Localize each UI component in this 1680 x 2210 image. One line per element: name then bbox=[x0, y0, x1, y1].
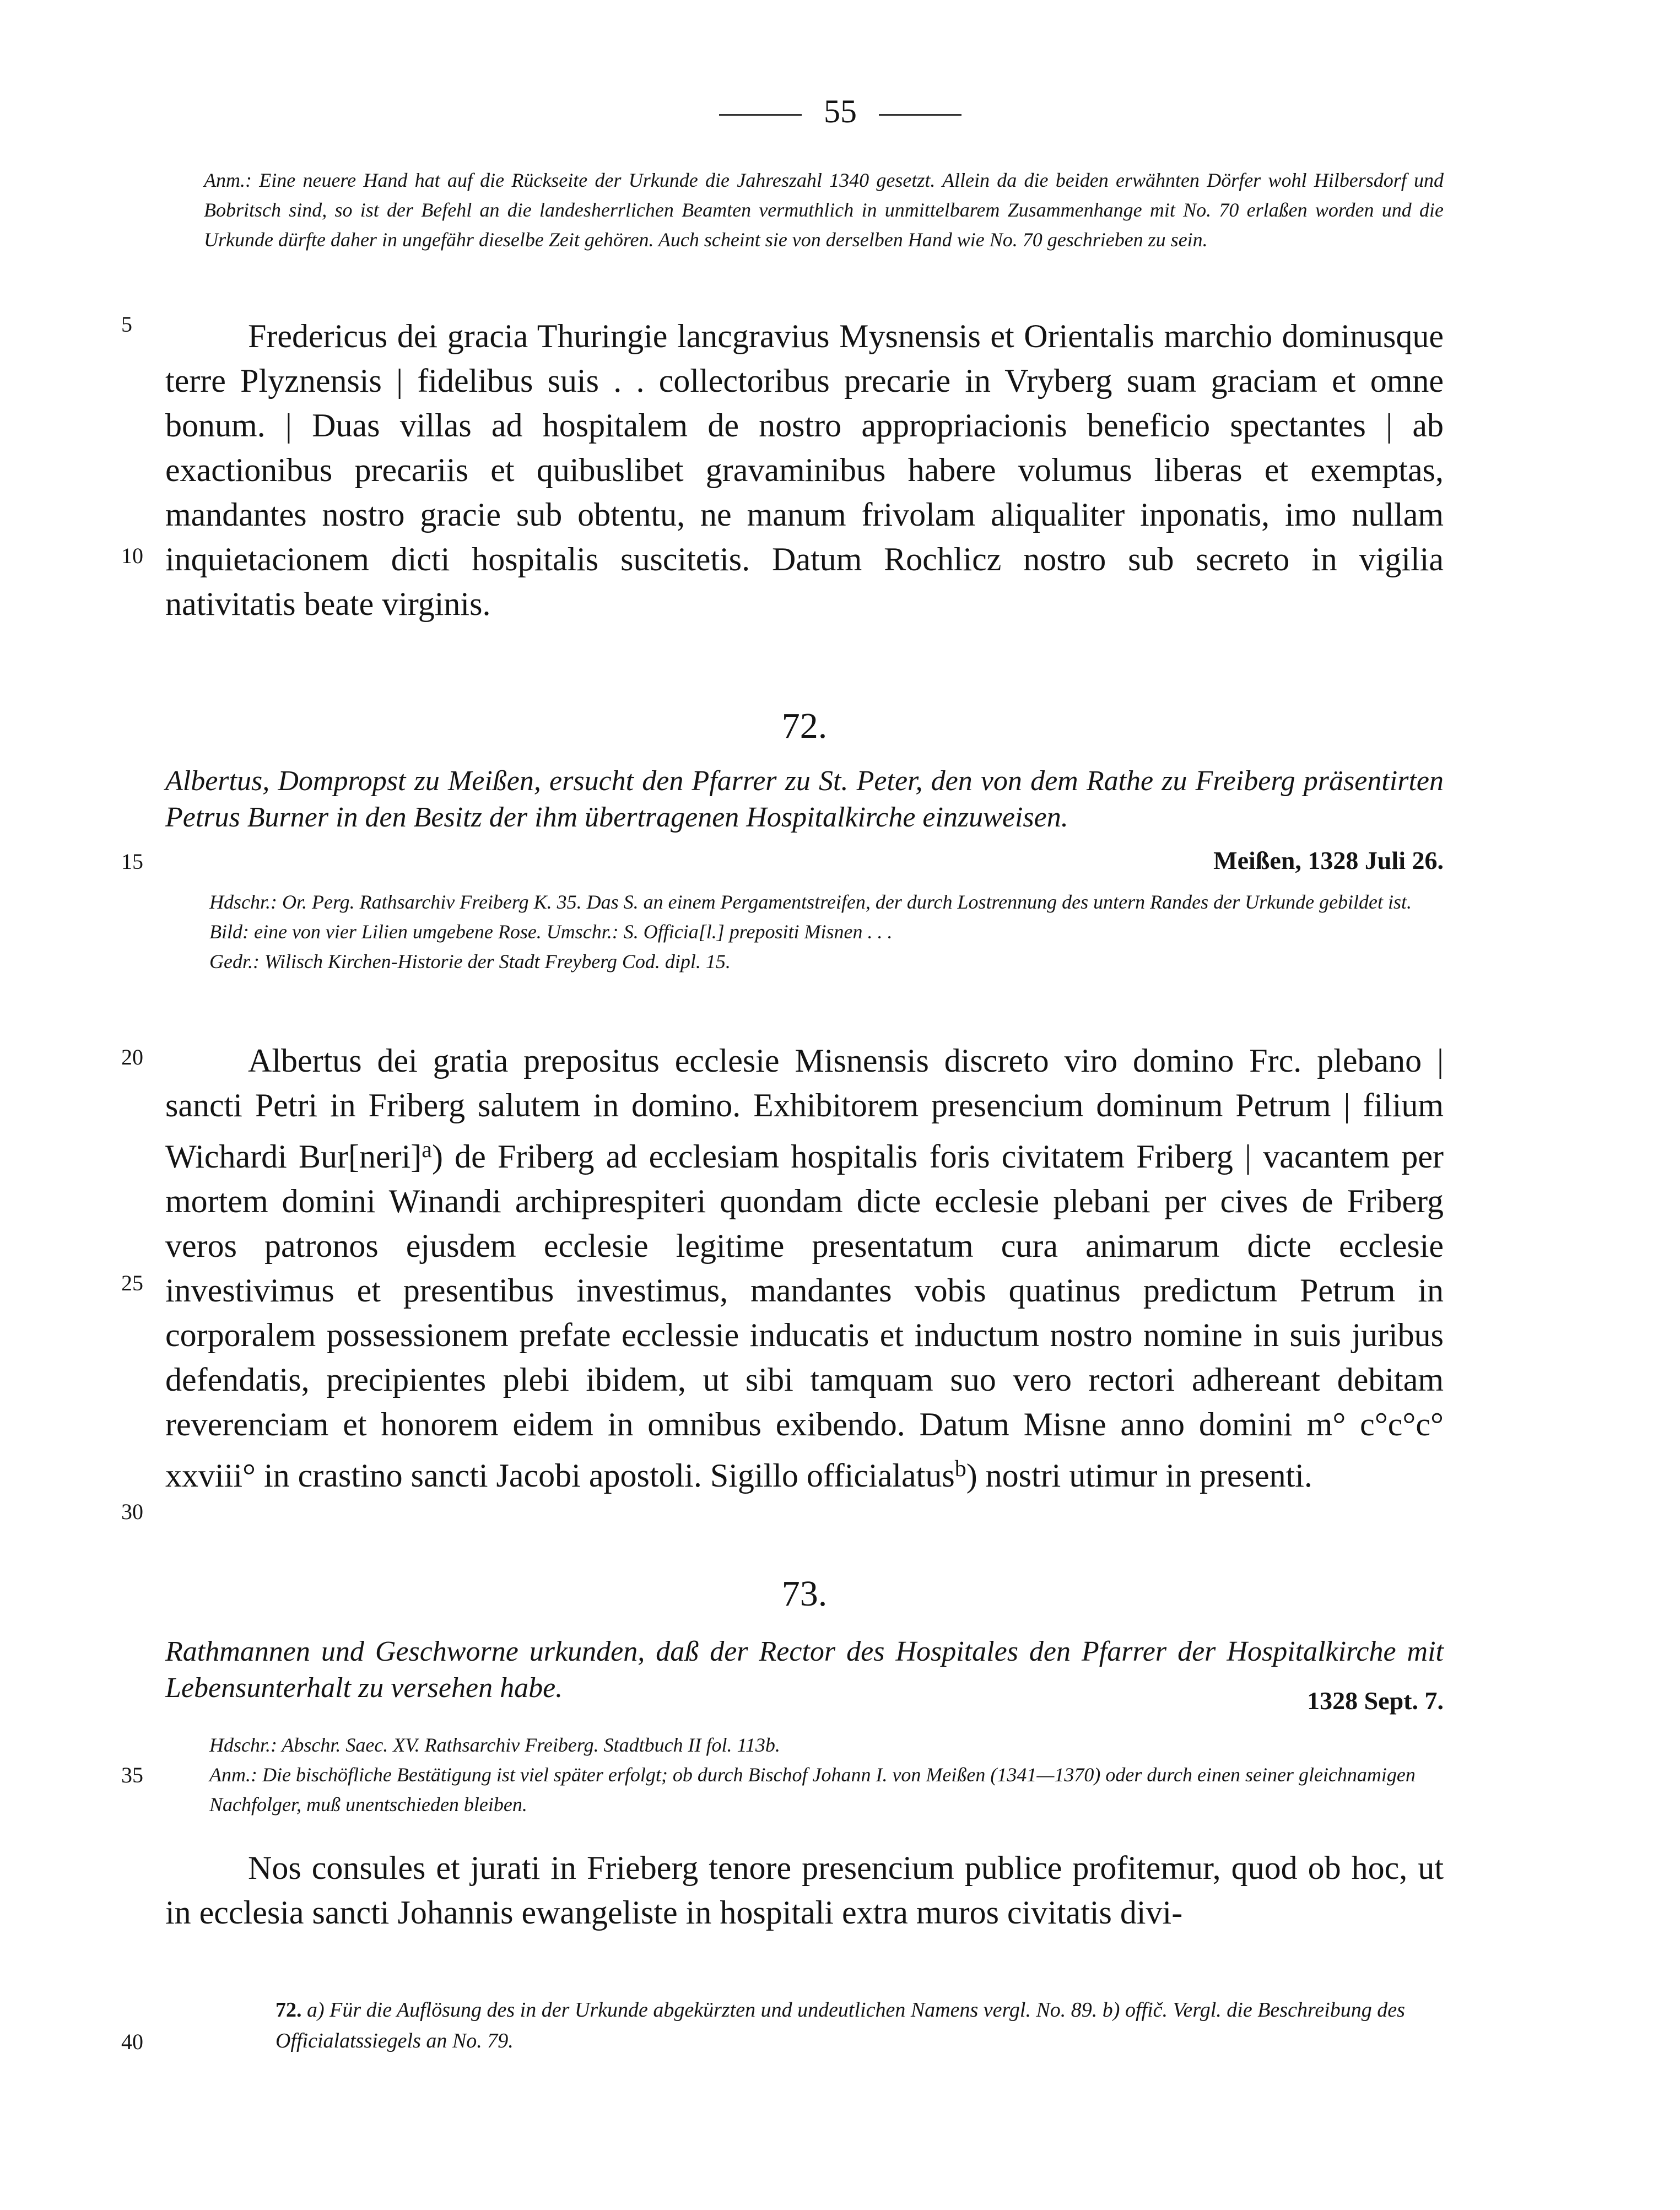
line-number: 30 bbox=[121, 1499, 143, 1524]
document-73-number: 73. bbox=[781, 1574, 828, 1614]
document-72-print-note: Gedr.: Wilisch Kirchen-Historie der Stadt Freyberg Cod. dipl. 15. bbox=[209, 950, 731, 972]
document-72-apparatus bbox=[209, 887, 1444, 976]
document-72-text bbox=[165, 1039, 1444, 1498]
document-72-number: 72. bbox=[781, 706, 828, 746]
document-72-paragraph bbox=[165, 1039, 1444, 1498]
line-number: 20 bbox=[121, 1045, 143, 1069]
document-72-regest: Albertus, Dompropst zu Meißen, ersucht den Pfarrer zu St. Peter, den von dem Rathe zu Freiberg präsentirten Petrus Burner in den Besitz der ihm übertragenen Hospitalkirche einzuweisen. bbox=[165, 765, 1444, 833]
document-73-date: 1328 Sept. 7. bbox=[1307, 1687, 1444, 1715]
line-number: 5 bbox=[121, 312, 132, 337]
footnote-marker-a: a bbox=[422, 1137, 432, 1163]
document-72-text-part-2: ) de Friberg ad ecclesiam hospitalis foris civitatem Friberg | vacantem per mortem domini Winandi archiprespiteri quondam dicte ecclesie plebani per cives de Friberg veros patronos ejusdem ecclesie legitime presentatum cura animarum dicte ecclesie investivimus et presentibus investimus, mandantes vobis quatinus predictum Petrum in corporalem possessionem prefate ecclessie inducatis et inductum nostro nomine in suis juribus defendatis, precipientes plebi ibidem, ut sibi tamquam suo vero rectori adhereant debitam reverenciam et honorem eidem in omnibus exibendo. Datum Misne anno domini m° c°c°c° xxviii° in crastino sancti Jacobi apostoli. Sigillo officialatus bbox=[165, 1138, 1444, 1494]
page-number: 55 bbox=[824, 93, 857, 129]
document-71-paragraph: Fredericus dei gracia Thuringie lancgravius Mysnensis et Orientalis marchio dominusque terre Plyznensis | fidelibus suis . . collectoribus precarie in Vryberg suam graciam et omne bonum. | Duas villas ad hospitalem de nostro appropriacionis beneficio spectantes | ab exactionibus precariis et quibuslibet gravaminibus habere volumus liberas et exemptas, mandantes nostro gracie sub obtentu, ne manum frivolam aliqualiter inponatis, imo nullam inquietacionem dicti hospitalis suscitetis. Datum Rochlicz nostro sub secreto in vigilia nativitatis beate virginis. bbox=[165, 318, 1444, 622]
document-73-paragraph: Nos consules et jurati in Frieberg tenore presencium publice profitemur, quod ob hoc, ut in ecclesia sancti Johannis ewangeliste in hospitali extra muros civitatis divi- bbox=[165, 1850, 1444, 1931]
document-73-manuscript-note: Hdschr.: Abschr. Saec. XV. Rathsarchiv Freiberg. Stadtbuch II fol. 113b. bbox=[209, 1734, 780, 1756]
header-note bbox=[165, 165, 1444, 255]
header-rule-right bbox=[879, 114, 961, 116]
footnotes bbox=[276, 1995, 1449, 2056]
line-number: 10 bbox=[121, 543, 143, 568]
document-72-place-date: Meißen, 1328 Juli 26. bbox=[1213, 846, 1444, 874]
footnote-document-number: 72. bbox=[276, 1998, 302, 2022]
line-number: 25 bbox=[121, 1271, 143, 1295]
running-header bbox=[661, 93, 1019, 131]
document-71-text bbox=[165, 314, 1444, 626]
line-number: 35 bbox=[121, 1763, 143, 1787]
line-number: 40 bbox=[121, 2029, 143, 2054]
document-72-text-part-3: ) nostri utimur in presenti. bbox=[966, 1457, 1312, 1494]
document-73-apparatus bbox=[209, 1730, 1444, 1819]
header-rule-left bbox=[719, 114, 802, 116]
footnote-text: a) Für die Auflösung des in der Urkunde abgekürzten und undeutlichen Namens vergl. No. 89. b) offič. Vergl. die Beschreibung des Officialatssiegels an No. 79. bbox=[276, 1998, 1405, 2052]
line-number: 15 bbox=[121, 849, 143, 874]
document-73-text bbox=[165, 1846, 1444, 1935]
footnote-marker-b: b bbox=[954, 1456, 966, 1482]
document-72-text-part-1: Albertus dei gratia prepositus ecclesie Misnensis discreto viro domino Frc. plebano | sancti Petri in Friberg salutem in domino. Exhibitorem presencium dominum Petrum | filium Wichardi Bur[neri] bbox=[165, 1042, 1444, 1175]
document-73-regest: Rathmannen und Geschworne urkunden, daß der Rector des Hospitales den Pfarrer der Hospitalkirche mit Lebensunterhalt zu versehen habe. bbox=[165, 1636, 1444, 1704]
document-72-manuscript-note: Hdschr.: Or. Perg. Rathsarchiv Freiberg K. 35. Das S. an einem Pergamentstreifen, der durch Lostrennung des untern Randes der Urkunde gebildet ist. Bild: eine von vier Lilien umgebene Rose. Umschr.: S. Officia[l.] prepositi Misnen . . . bbox=[209, 891, 1412, 943]
header-note-text: Anm.: Eine neuere Hand hat auf die Rückseite der Urkunde die Jahreszahl 1340 gesetzt. Allein da die beiden erwähnten Dörfer wohl Hilbersdorf und Bobritsch sind, so ist der Befehl an die landesherrlichen Beamten vermuthlich in unmittelbarem Zusammenhange mit No. 70 erlaßen worden und die Urkunde dürfte daher in ungefähr dieselbe Zeit gehören. Auch scheint sie von derselben Hand wie No. 70 geschrieben zu sein. bbox=[204, 169, 1444, 251]
document-73-remark: Anm.: Die bischöfliche Bestätigung ist viel später erfolgt; ob durch Bischof Johann I. von Meißen (1341—1370) oder durch einen seiner gleichnamigen Nachfolger, muß unentschieden bleiben. bbox=[209, 1764, 1416, 1815]
